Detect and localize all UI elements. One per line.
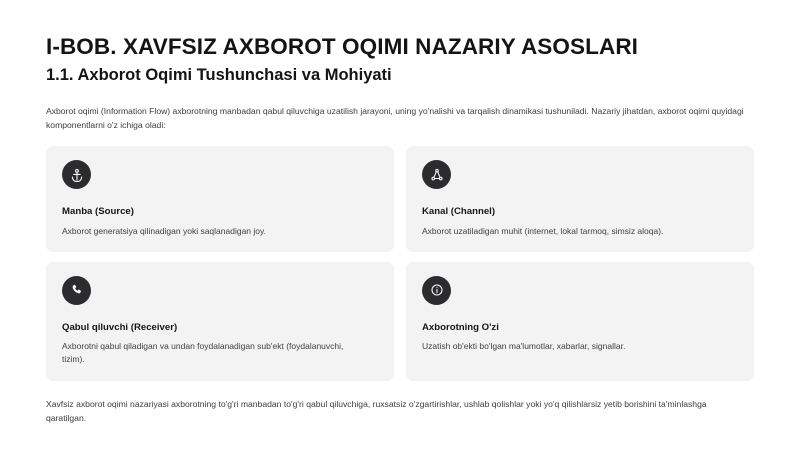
section-title: 1.1. Axborot Oqimi Tushunchasi va Mohiyati [46,65,392,84]
card-title: Qabul qiluvchi (Receiver) [62,321,178,333]
card-text: Axborot generatsiya qilinadigan yoki saqlanadigan joy. [62,225,266,236]
page-title: I-BOB. XAVFSIZ AXBOROT OQIMI NAZARIY ASOSLARI [46,34,639,59]
card-text: Axborot uzatiladigan muhit (internet, lokal tarmoq, simsiz aloqa). [422,225,664,236]
card-kanal [406,146,754,252]
anchor-icon [62,160,91,189]
card-title: Manba (Source) [62,206,134,218]
card-qabul-qiluvchi [46,262,394,381]
phone-icon [62,276,91,305]
outro-paragraph: Xavfsiz axborot oqimi nazariyasi axborotning to'g'ri manbadan to'g'ri qabul qiluvchiga, ruxsatsiz o'zgartirishlar, ushlab qolishlar yoki yo'q qilishlarsiz yetib borishini ta'minlashga qaratilgan. [46,398,707,423]
card-axborotning-ozi [406,262,754,381]
component-cards-grid [46,146,754,381]
intro-paragraph: Axborot oqimi (Information Flow) axborotning manbadan qabul qiluvchiga uzatilish jarayoni, uning yo'nalishi va tarqalish dinamikasi tushuniladi. Nazariy jihatdan, axborot oqimi quyidagi komponentlarni o'z ichiga oladi: [46,105,744,130]
share-nodes-icon [422,160,451,189]
card-title: Axborotning O'zi [422,321,499,333]
card-text: Axborotni qabul qiladigan va undan foydalanadigan sub'ekt (foydalanuvchi, tizim). [62,341,344,365]
card-text: Uzatish ob'ekti bo'lgan ma'lumotlar, xabarlar, signallar. [422,341,626,352]
card-title: Kanal (Channel) [422,206,496,218]
info-circle-icon [422,276,451,305]
card-manba [46,146,394,252]
